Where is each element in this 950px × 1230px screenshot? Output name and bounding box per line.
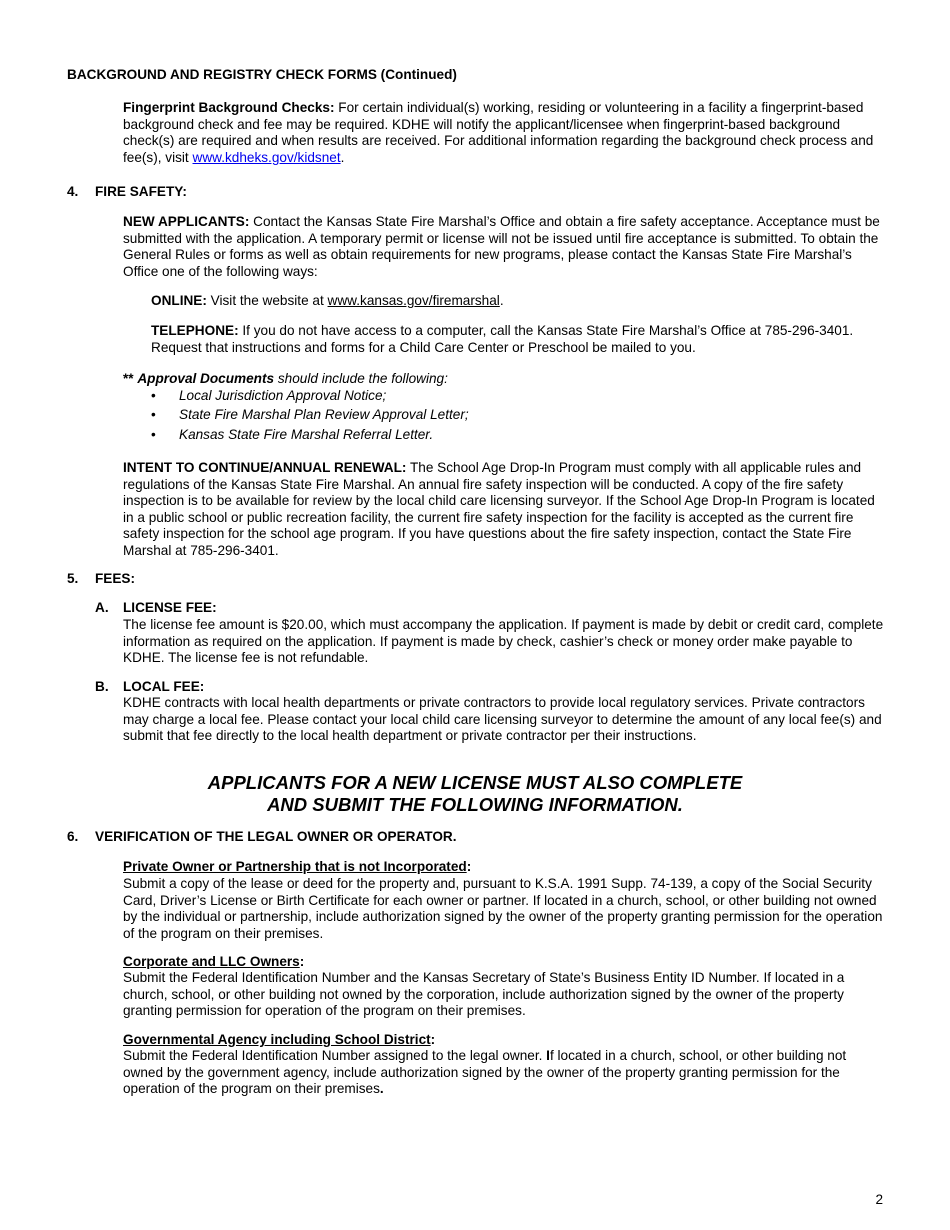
bullet-text: State Fire Marshal Plan Review Approval Letter; <box>179 407 469 422</box>
local-fee-text: KDHE contracts with local health departments or private contractors to provide local regulatory services. Private contractors may charge a local fee. Please contact your local child care licensing surveyor to determine the amount of any local fee(s) and submit that fee directly to the local health department or private contractor per their instructions. <box>123 695 882 743</box>
telephone-text: If you do not have access to a computer, call the Kansas State Fire Marshal’s Office at 785-296-3401. Request that instructions and forms for a Child Care Center or Preschool be mailed to you. <box>151 323 854 355</box>
corporate-text: Submit the Federal Identification Number and the Kansas Secretary of State’s Business Entity ID Number. If located in a church, school, or other building not owned by the corporation, include authorization signed by the owner of the property granting permission for operation of the program on their premises. <box>123 970 845 1018</box>
notice-line-2: AND SUBMIT THE FOLLOWING INFORMATION. <box>267 794 683 815</box>
section-5-number: 5. <box>67 571 79 586</box>
government-text-a: Submit the Federal Identification Number assigned to the legal owner. <box>123 1048 547 1063</box>
firemarshal-link[interactable]: www.kansas.gov/firemarshal <box>327 293 500 308</box>
approval-prefix: ** <box>123 371 138 386</box>
government-end: . <box>379 1081 384 1096</box>
section-4-title: FIRE SAFETY: <box>95 184 187 199</box>
intent-paragraph <box>123 460 885 559</box>
corporate-title: Corporate and LLC Owners <box>123 954 300 969</box>
online-end: . <box>499 293 504 308</box>
bullet-text: Kansas State Fire Marshal Referral Letter. <box>179 427 434 442</box>
approval-documents-line <box>123 371 448 388</box>
government-text-b: f located in a church, school, or other building not owned by the government agency, include authorization signed by the owner of the property granting permission for the operation of the program on their premises <box>123 1048 847 1096</box>
online-text: Visit the website at <box>206 293 328 308</box>
fingerprint-label: Fingerprint Background Checks: <box>123 100 335 115</box>
new-applicants-label: NEW APPLICANTS: <box>123 214 250 229</box>
section-6-number: 6. <box>67 829 79 844</box>
intent-label: INTENT TO CONTINUE/ANNUAL RENEWAL: <box>123 460 407 475</box>
corporate-colon: : <box>299 954 305 969</box>
government-colon: : <box>430 1032 436 1047</box>
online-paragraph <box>151 293 885 310</box>
local-fee-title: LOCAL FEE: <box>123 679 205 694</box>
approval-bold: Approval Documents <box>137 371 275 386</box>
local-fee-letter: B. <box>95 679 109 694</box>
telephone-paragraph <box>151 323 885 356</box>
license-fee-text: The license fee amount is $20.00, which must accompany the application. If payment is made by debit or credit card, complete information as required on the application. If payment is made by check, cashier’s check or money order make payable to KDHE. The license fee is not refundable. <box>123 617 884 665</box>
page-number: 2 <box>875 1192 883 1207</box>
new-applicants-text: Contact the Kansas State Fire Marshal’s Office and obtain a fire safety acceptance. Acceptance must be submitted with the application. A temporary permit or license will not be issued until fire acceptance is submitted. To obtain the General Rules or forms as well as obtain requirements for new programs, please contact the Kansas State Fire Marshal’s Office one of the following ways: <box>123 214 880 279</box>
fingerprint-paragraph <box>123 100 885 166</box>
license-fee-letter: A. <box>95 600 109 615</box>
online-label: ONLINE: <box>151 293 207 308</box>
license-fee-title: LICENSE FEE: <box>123 600 217 615</box>
private-owner-text: Submit a copy of the lease or deed for the property and, pursuant to K.S.A. 1991 Supp. 74-139, a copy of the Social Security Card, Driver’s License or Birth Certificate for each owner or partner. If located in a church, school, or other building not owned by the individual or partnership, include authorization signed by the owner of the property granting permission for the operation of the program on their premises. <box>123 876 883 941</box>
bullet-icon: • <box>151 407 156 422</box>
government-text <box>123 1048 885 1098</box>
intent-text: The School Age Drop-In Program must comply with all applicable rules and regulations of the Kansas State Fire Marshal. An annual fire safety inspection will be conducted. A copy of the fire safety inspection is to be available for review by the local child care licensing surveyor. If the School Age Drop-In Program is located in a public school or public recreation facility, the current fire safety inspection for the facility is accepted as the current fire safety inspection for the school age program. If you have questions about the fire safety inspection, contact the State Fire Marshal at 785-296-3401. <box>123 460 875 558</box>
private-owner-colon: : <box>466 859 472 874</box>
private-owner-title: Private Owner or Partnership that is not Incorporated <box>123 859 467 874</box>
government-title: Governmental Agency including School District <box>123 1032 431 1047</box>
government-heading <box>123 1032 435 1049</box>
section-5-title: FEES: <box>95 571 136 586</box>
bullet-icon: • <box>151 427 156 442</box>
approval-rest: should include the following: <box>274 371 448 386</box>
new-applicants-paragraph <box>123 214 885 280</box>
telephone-label: TELEPHONE: <box>151 323 239 338</box>
private-owner-heading <box>123 859 471 876</box>
fingerprint-end: . <box>340 149 345 165</box>
government-text-bold: I <box>546 1048 550 1063</box>
bullet-icon: • <box>151 388 156 403</box>
kidsnet-link[interactable]: www.kdheks.gov/kidsnet <box>192 149 341 165</box>
bullet-text: Local Jurisdiction Approval Notice; <box>179 388 387 403</box>
section-4-number: 4. <box>67 184 79 199</box>
fingerprint-text: For certain individual(s) working, residing or volunteering in a facility a fingerprint-based background check and fee may be required. KDHE will notify the applicant/licensee when fingerprint-based background check(s) are required and when results are received. For additional information regarding the background check process and fee(s), visit <box>123 100 874 165</box>
notice-line-1: APPLICANTS FOR A NEW LICENSE MUST ALSO COMPLETE <box>207 772 743 793</box>
page-header: BACKGROUND AND REGISTRY CHECK FORMS (Continued) <box>67 67 457 82</box>
corporate-heading <box>123 954 304 971</box>
section-6-title: VERIFICATION OF THE LEGAL OWNER OR OPERATOR. <box>95 829 457 844</box>
